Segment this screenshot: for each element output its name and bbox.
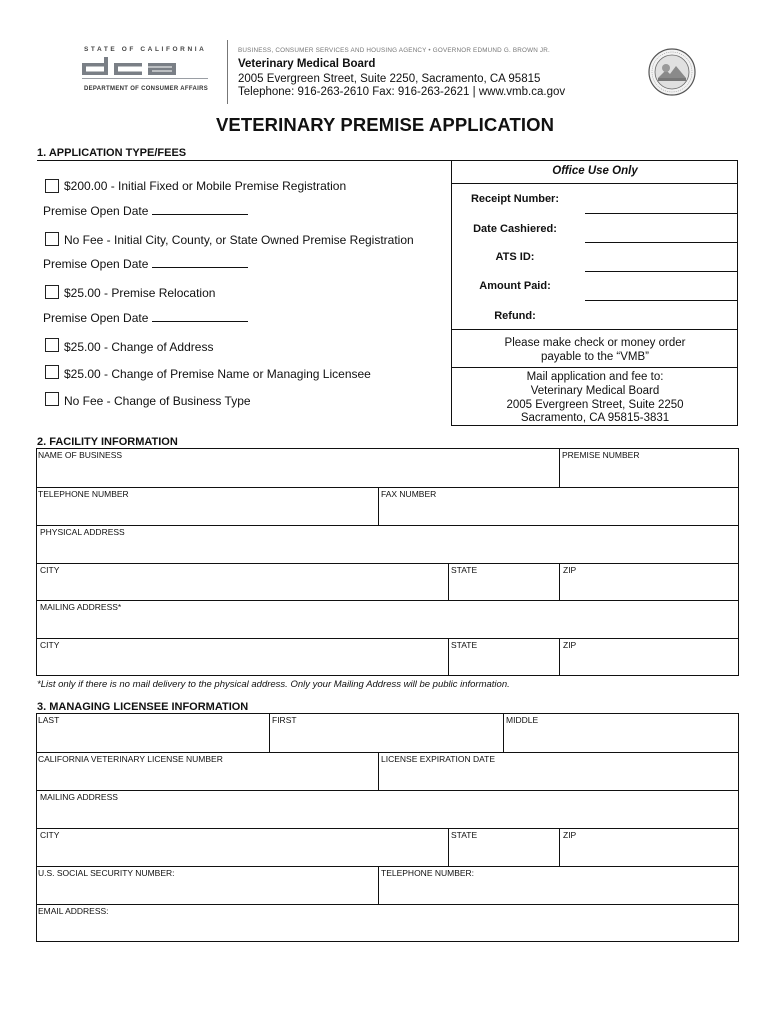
last-name-field[interactable]: LAST (38, 715, 60, 725)
telephone-number-field[interactable]: TELEPHONE NUMBER (38, 489, 129, 499)
license-expiration-field[interactable]: LICENSE EXPIRATION DATE (381, 754, 495, 764)
ats-id-label: ATS ID: (495, 251, 535, 263)
option-change-business-type-checkbox[interactable] (45, 392, 59, 406)
premise-open-date-label: Premise Open Date (43, 257, 149, 271)
facility-col-rule (378, 487, 379, 525)
premise-open-date-blank[interactable] (152, 257, 248, 268)
office-use-title: Office Use Only (552, 165, 638, 177)
licensee-col-rule (269, 713, 270, 752)
facility-col-rule (448, 563, 449, 600)
mail-divider (451, 367, 738, 368)
fax-number-field[interactable]: FAX NUMBER (381, 489, 437, 499)
option-change-name-label: $25.00 - Change of Premise Name or Managing Licensee (64, 367, 371, 381)
facility-col-rule (559, 563, 560, 600)
option-relocation-label: $25.00 - Premise Relocation (64, 286, 216, 300)
facility-info-table (36, 448, 739, 676)
state-field[interactable]: STATE (451, 565, 478, 575)
board-name: Veterinary Medical Board (238, 58, 376, 70)
middle-name-field[interactable]: MIDDLE (506, 715, 539, 725)
licensee-state-field[interactable]: STATE (451, 830, 478, 840)
agency-line: BUSINESS, CONSUMER SERVICES AND HOUSING AGENCY • GOVERNOR EDMUND G. BROWN JR. (238, 47, 550, 54)
date-cashiered-field[interactable] (585, 242, 738, 243)
dca-logo (82, 57, 208, 81)
mailing-zip-field[interactable]: ZIP (563, 640, 577, 650)
receipt-number-label: Receipt Number: (470, 193, 560, 205)
ssn-field[interactable]: U.S. SOCIAL SECURITY NUMBER: (38, 868, 175, 878)
section-1-heading: 1. APPLICATION TYPE/FEES (37, 147, 187, 159)
mailing-address-field[interactable]: MAILING ADDRESS* (40, 602, 122, 612)
header-divider (227, 40, 228, 104)
amount-paid-label: Amount Paid: (479, 280, 551, 292)
premise-open-date-label: Premise Open Date (43, 204, 149, 218)
licensee-col-rule (559, 828, 560, 866)
state-seal-icon (648, 48, 696, 96)
licensee-row-rule (36, 752, 739, 753)
refund-field[interactable] (585, 329, 738, 330)
option-change-business-type-label: No Fee - Change of Business Type (64, 394, 251, 408)
licensee-city-field[interactable]: CITY (40, 830, 60, 840)
mailing-city-field[interactable]: CITY (40, 640, 60, 650)
premise-number-field[interactable]: PREMISE NUMBER (562, 450, 640, 460)
mail-line-1: Mail application and fee to: (526, 371, 664, 383)
licensee-telephone-field[interactable]: TELEPHONE NUMBER: (381, 868, 475, 878)
option-change-name-checkbox[interactable] (45, 365, 59, 379)
licensee-row-rule (36, 866, 739, 867)
facility-row-rule (36, 638, 739, 639)
page-title: VETERINARY PREMISE APPLICATION (215, 114, 555, 135)
facility-col-rule (559, 448, 560, 487)
premise-open-date-2[interactable] (43, 257, 248, 271)
facility-row-rule (36, 600, 739, 601)
first-name-field[interactable]: FIRST (272, 715, 297, 725)
section-2-heading: 2. FACILITY INFORMATION (37, 436, 178, 448)
licensee-row-rule (36, 828, 739, 829)
amount-paid-field[interactable] (585, 300, 738, 301)
option-initial-registration-label: $200.00 - Initial Fixed or Mobile Premise Registration (64, 179, 347, 193)
board-contact: Telephone: 916-263-2610 Fax: 916-263-2621 | www.vmb.ca.gov (238, 86, 566, 98)
ats-id-field[interactable] (585, 271, 738, 272)
option-change-address-label: $25.00 - Change of Address (64, 340, 214, 354)
receipt-number-field[interactable] (585, 213, 738, 214)
option-government-owned-checkbox[interactable] (45, 232, 59, 246)
option-relocation-checkbox[interactable] (45, 285, 59, 299)
physical-address-field[interactable]: PHYSICAL ADDRESS (40, 527, 125, 537)
office-use-title-rule (451, 183, 738, 184)
state-of-california-text: STATE OF CALIFORNIA (84, 46, 207, 53)
check-note-line-1: Please make check or money order (504, 337, 686, 349)
email-address-field[interactable]: EMAIL ADDRESS: (38, 906, 109, 916)
facility-row-rule (36, 563, 739, 564)
licensee-row-rule (36, 904, 739, 905)
licensee-col-rule (448, 828, 449, 866)
refund-rule (451, 329, 585, 330)
city-field[interactable]: CITY (40, 565, 60, 575)
option-initial-registration-checkbox[interactable] (45, 179, 59, 193)
facility-col-rule (559, 638, 560, 676)
check-note-line-2: payable to the “VMB” (540, 351, 650, 363)
licensee-col-rule (378, 866, 379, 904)
licensee-row-rule (36, 790, 739, 791)
date-cashiered-label: Date Cashiered: (473, 223, 557, 235)
mailing-state-field[interactable]: STATE (451, 640, 478, 650)
premise-open-date-blank[interactable] (152, 311, 248, 322)
refund-label: Refund: (494, 310, 536, 322)
licensee-zip-field[interactable]: ZIP (563, 830, 577, 840)
premise-open-date-1[interactable] (43, 204, 248, 218)
facility-row-rule (36, 487, 739, 488)
department-of-consumer-affairs-text: DEPARTMENT OF CONSUMER AFFAIRS (84, 86, 208, 92)
facility-row-rule (36, 525, 739, 526)
option-government-owned-label: No Fee - Initial City, County, or State Owned Premise Registration (64, 233, 414, 247)
premise-open-date-label: Premise Open Date (43, 311, 149, 325)
mail-line-2: Veterinary Medical Board (530, 385, 660, 397)
name-of-business-field[interactable]: NAME OF BUSINESS (38, 450, 123, 460)
zip-field[interactable]: ZIP (563, 565, 577, 575)
licensee-col-rule (378, 752, 379, 790)
licensee-col-rule (503, 713, 504, 752)
licensee-mailing-address-field[interactable]: MAILING ADDRESS (40, 792, 118, 802)
premise-open-date-3[interactable] (43, 311, 248, 325)
facility-col-rule (448, 638, 449, 676)
mail-line-4: Sacramento, CA 95815-3831 (520, 412, 670, 424)
section-3-heading: 3. MANAGING LICENSEE INFORMATION (37, 701, 249, 713)
mailing-address-note: *List only if there is no mail delivery to the physical address. Only your Mailing Address will be public information. (37, 679, 510, 690)
license-number-field[interactable]: CALIFORNIA VETERINARY LICENSE NUMBER (38, 754, 223, 764)
premise-open-date-blank[interactable] (152, 204, 248, 215)
board-address: 2005 Evergreen Street, Suite 2250, Sacramento, CA 95815 (238, 73, 541, 85)
option-change-address-checkbox[interactable] (45, 338, 59, 352)
mail-line-3: 2005 Evergreen Street, Suite 2250 (506, 399, 684, 411)
